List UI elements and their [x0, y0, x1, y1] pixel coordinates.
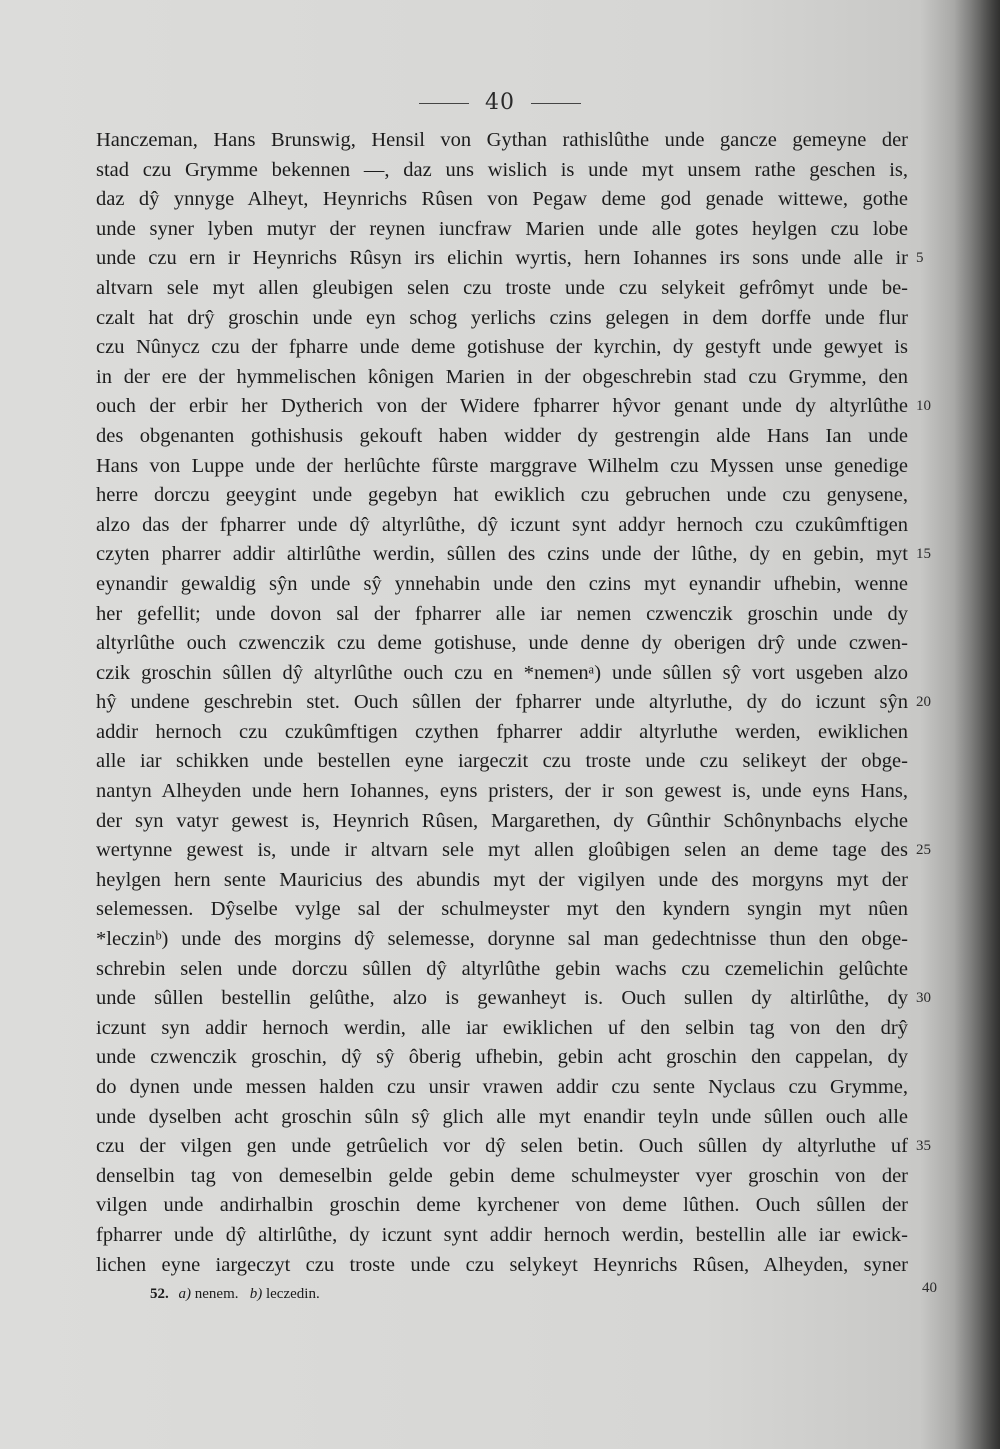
text-line	[96, 984, 931, 1014]
line-number: 5	[916, 250, 924, 267]
text-line	[96, 126, 908, 156]
main-text	[96, 126, 931, 1280]
text-line	[96, 274, 908, 304]
text-line	[96, 629, 908, 659]
line-text: wertynne gewest is, unde ir altvarn sele myt allen gloûbigen selen an deme tage des	[96, 839, 908, 862]
line-text: Hans von Luppe unde der herlûchte fûrste marggrave Wilhelm czu Myssen unse genedige	[96, 454, 908, 477]
text-line	[96, 452, 908, 482]
text-line	[96, 807, 908, 837]
text-line	[96, 304, 908, 334]
line-number: 30	[916, 990, 931, 1007]
text-line	[96, 1103, 908, 1133]
line-text: heylgen hern sente Mauricius des abundis myt der vigilyen unde des morgyns myt der	[96, 868, 908, 891]
line-text: czalt hat drŷ groschin unde eyn schog yerlichs czins gelegen in dem dorffe unde flur	[96, 306, 908, 329]
text-line	[96, 1073, 908, 1103]
footnote-b-text: leczedin.	[265, 1286, 320, 1302]
line-text: lichen eyne iargeczyt czu troste unde czu selykeyt Heynrichs Rûsen, Alheyden, syner	[96, 1253, 908, 1276]
text-line	[96, 481, 908, 511]
text-line	[96, 777, 908, 807]
line-text: nantyn Alheyden unde hern Iohannes, eyns pristers, der ir son gewest is, unde eyns Hans,	[96, 780, 908, 803]
text-line	[96, 392, 931, 422]
line-text: fpharrer unde dŷ altirlûthe, dy iczunt synt addir hernoch werdin, bestellin alle iar ewick-	[96, 1223, 908, 1246]
line-text: daz dŷ ynnyge Alheyt, Heynrichs Rûsen von Pegaw deme god genade wittewe, gothe	[96, 188, 908, 211]
line-text: stad czu Grymme bekennen —, daz uns wislich is unde myt unsem rathe geschen is,	[96, 158, 908, 181]
text-line	[96, 1221, 908, 1251]
text-line	[96, 1191, 908, 1221]
line-number: 20	[916, 694, 931, 711]
text-line	[96, 570, 908, 600]
line-text: Hanczeman, Hans Brunswig, Hensil von Gythan rathislûthe unde gancze gemeyne der	[96, 129, 908, 151]
text-line	[96, 244, 924, 274]
line-text: do dynen unde messen halden czu unsir vrawen addir czu sente Nyclaus czu Grymme,	[96, 1076, 908, 1098]
text-line	[96, 895, 908, 925]
text-line	[96, 659, 908, 689]
line-text: iczunt syn addir hernoch werdin, alle iar ewiklichen uf den selbin tag von den drŷ	[96, 1016, 908, 1039]
footnote-number: 52.	[150, 1286, 169, 1302]
text-line	[96, 185, 908, 215]
line-text: alzo das der fpharrer unde dŷ altyrlûthe, dŷ iczunt synt addyr hernoch czu czukûmftigen	[96, 513, 908, 536]
line-text: hŷ undene geschrebin stet. Ouch sûllen der fpharrer unde altyrluthe, dy do iczunt sŷn	[96, 691, 908, 714]
line-text: des obgenanten gothishusis gekouft haben widder dy gestrengin alde Hans Ian unde	[96, 424, 908, 447]
line-text: alle iar schikken unde bestellen eyne iargeczit czu troste unde czu selikeyt der obge-	[96, 750, 908, 773]
line-number: 35	[916, 1138, 931, 1155]
text-line	[96, 333, 908, 363]
text-line	[96, 215, 908, 245]
line-text: czik groschin sûllen dŷ altyrlûthe ouch czu en *nemenᵃ) unde sûllen sŷ vort usgeben alzo	[96, 661, 908, 684]
line-text: unde dyselben acht groschin sûln sŷ glich alle myt enandir teyln unde sûllen ouch alle	[96, 1105, 908, 1128]
folio-number-bottom: 40	[922, 1280, 937, 1296]
line-text: der syn vatyr gewest is, Heynrich Rûsen, Margarethen, dy Gûnthir Schônynbachs elyche	[96, 809, 908, 832]
line-text: selemessen. Dŷselbe vylge sal der schulmeyster myt den kyndern syngin myt nûen	[96, 898, 908, 921]
line-text: eynandir gewaldig sŷn unde sŷ ynnehabin unde den czins myt eynandir ufhebin, wenne	[96, 572, 908, 595]
text-line	[96, 718, 908, 748]
footnote	[150, 1286, 320, 1303]
text-line	[96, 925, 908, 955]
line-text: unde syner lyben mutyr der reynen iuncfraw Marien unde alle gotes heylgen czu lobe	[96, 217, 908, 240]
header-dash-left	[419, 103, 469, 104]
text-line	[96, 1132, 931, 1162]
text-line	[96, 1162, 908, 1192]
text-line	[96, 747, 908, 777]
footnote-b-mark: b)	[249, 1286, 263, 1302]
text-line	[96, 688, 931, 718]
text-line	[96, 540, 931, 570]
page-number: 40	[485, 90, 515, 115]
line-text: altyrlûthe ouch czwenczik czu deme gotishuse, unde denne dy oberigen drŷ unde czwen-	[96, 632, 908, 655]
line-text: unde sûllen bestellin gelûthe, alzo is gewanheyt is. Ouch sullen dy altirlûthe, dy	[96, 987, 908, 1010]
line-text: czu der vilgen gen unde getrûelich vor dŷ selen betin. Ouch sûllen dy altyrluthe uf	[96, 1135, 908, 1158]
line-number: 25	[916, 842, 931, 859]
line-text: unde czwenczik groschin, dŷ sŷ ôberig ufhebin, gebin acht groschin den cappelan, dy	[96, 1046, 908, 1069]
text-line	[96, 156, 908, 186]
text-line	[96, 511, 908, 541]
line-text: unde czu ern ir Heynrichs Rûsyn irs elichin wyrtis, hern Iohannes irs sons unde alle ir	[96, 247, 908, 270]
footnote-a-mark: a)	[178, 1286, 191, 1302]
text-line	[96, 363, 908, 393]
text-line	[96, 955, 908, 985]
line-text: *leczinᵇ) unde des morgins dŷ selemesse, dorynne sal man gedechtnisse thun den obge-	[96, 928, 908, 951]
footnote-a-text: nenem.	[194, 1286, 239, 1302]
text-line	[96, 1014, 908, 1044]
text-line	[96, 600, 908, 630]
text-line	[96, 422, 908, 452]
page-header	[0, 90, 1000, 115]
line-text: herre dorczu geeygint unde gegebyn hat ewiklich czu gebruchen unde czu genysene,	[96, 484, 908, 507]
line-text: addir hernoch czu czukûmftigen czythen fpharrer addir altyrluthe werden, ewiklichen	[96, 720, 908, 743]
line-text: vilgen unde andirhalbin groschin deme kyrchener von deme lûthen. Ouch sûllen der	[96, 1194, 908, 1217]
line-text: her gefellit; unde dovon sal der fpharrer alle iar nemen czwenczik groschin unde dy	[96, 602, 908, 625]
line-text: ouch der erbir her Dytherich von der Widere fpharrer hŷvor genant unde dy altyrlûthe	[96, 395, 908, 418]
text-line	[96, 866, 908, 896]
text-line	[96, 1043, 908, 1073]
line-text: altvarn sele myt allen gleubigen selen czu troste unde czu selykeit gefrômyt unde be-	[96, 276, 908, 299]
spine-shadow	[954, 0, 1000, 1449]
text-line	[96, 1251, 908, 1281]
line-number: 15	[916, 546, 931, 563]
line-text: czu Nûnycz czu der fpharre unde deme gotishuse der kyrchin, dy gestyft unde gewyet is	[96, 336, 908, 359]
line-text: czyten pharrer addir altirlûthe werdin, sûllen des czins unde der lûthe, dy en gebin, myt	[96, 543, 908, 566]
line-text: in der ere der hymmelischen kônigen Marien in der obgeschrebin stad czu Grymme, den	[96, 365, 908, 388]
header-dash-right	[531, 103, 581, 104]
text-line	[96, 836, 931, 866]
line-text: denselbin tag von demeselbin gelde gebin deme schulmeyster vyer groschin von der	[96, 1164, 908, 1187]
line-text: schrebin selen unde dorczu sûllen dŷ altyrlûthe gebin wachs czu czemelichin gelûchte	[96, 957, 908, 980]
line-number: 10	[916, 398, 931, 415]
